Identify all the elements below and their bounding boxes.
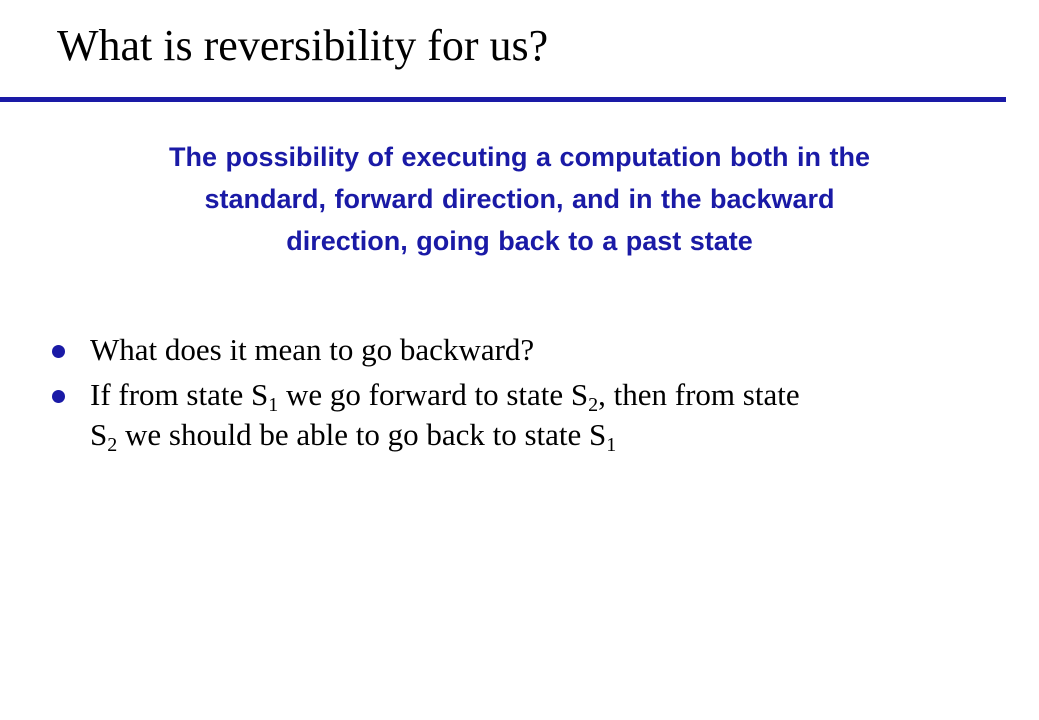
subscript: 2	[588, 394, 599, 416]
subscript: 2	[107, 434, 118, 456]
title-underline	[0, 97, 1006, 102]
definition-line: standard, forward direction, and in the backward	[204, 184, 835, 214]
definition-text	[40, 136, 999, 262]
definition-line: The possibility of executing a computation both in the	[168, 142, 871, 172]
bullet-list	[50, 330, 1010, 460]
subscript: 1	[268, 394, 279, 416]
definition-line: direction, going back to a past state	[286, 226, 753, 256]
text-fragment: , then from state	[598, 377, 800, 412]
bullet-item-state-transition	[50, 375, 1010, 455]
bullet-text-line-1	[90, 375, 1010, 415]
text-fragment: If from state S	[90, 377, 269, 412]
slide-title: What is reversibility for us?	[57, 21, 549, 70]
text-fragment: we should be able to go back to state S	[117, 417, 607, 452]
subscript: 1	[606, 434, 617, 456]
bullet-item-go-backward	[50, 330, 1010, 370]
text-fragment: we go forward to state S	[278, 377, 589, 412]
bullet-dot-icon	[52, 390, 65, 403]
bullet-text-line-2	[90, 415, 1010, 455]
bullet-text: What does it mean to go backward?	[90, 332, 535, 367]
bullet-dot-icon	[52, 345, 65, 358]
text-fragment: S	[90, 417, 108, 452]
